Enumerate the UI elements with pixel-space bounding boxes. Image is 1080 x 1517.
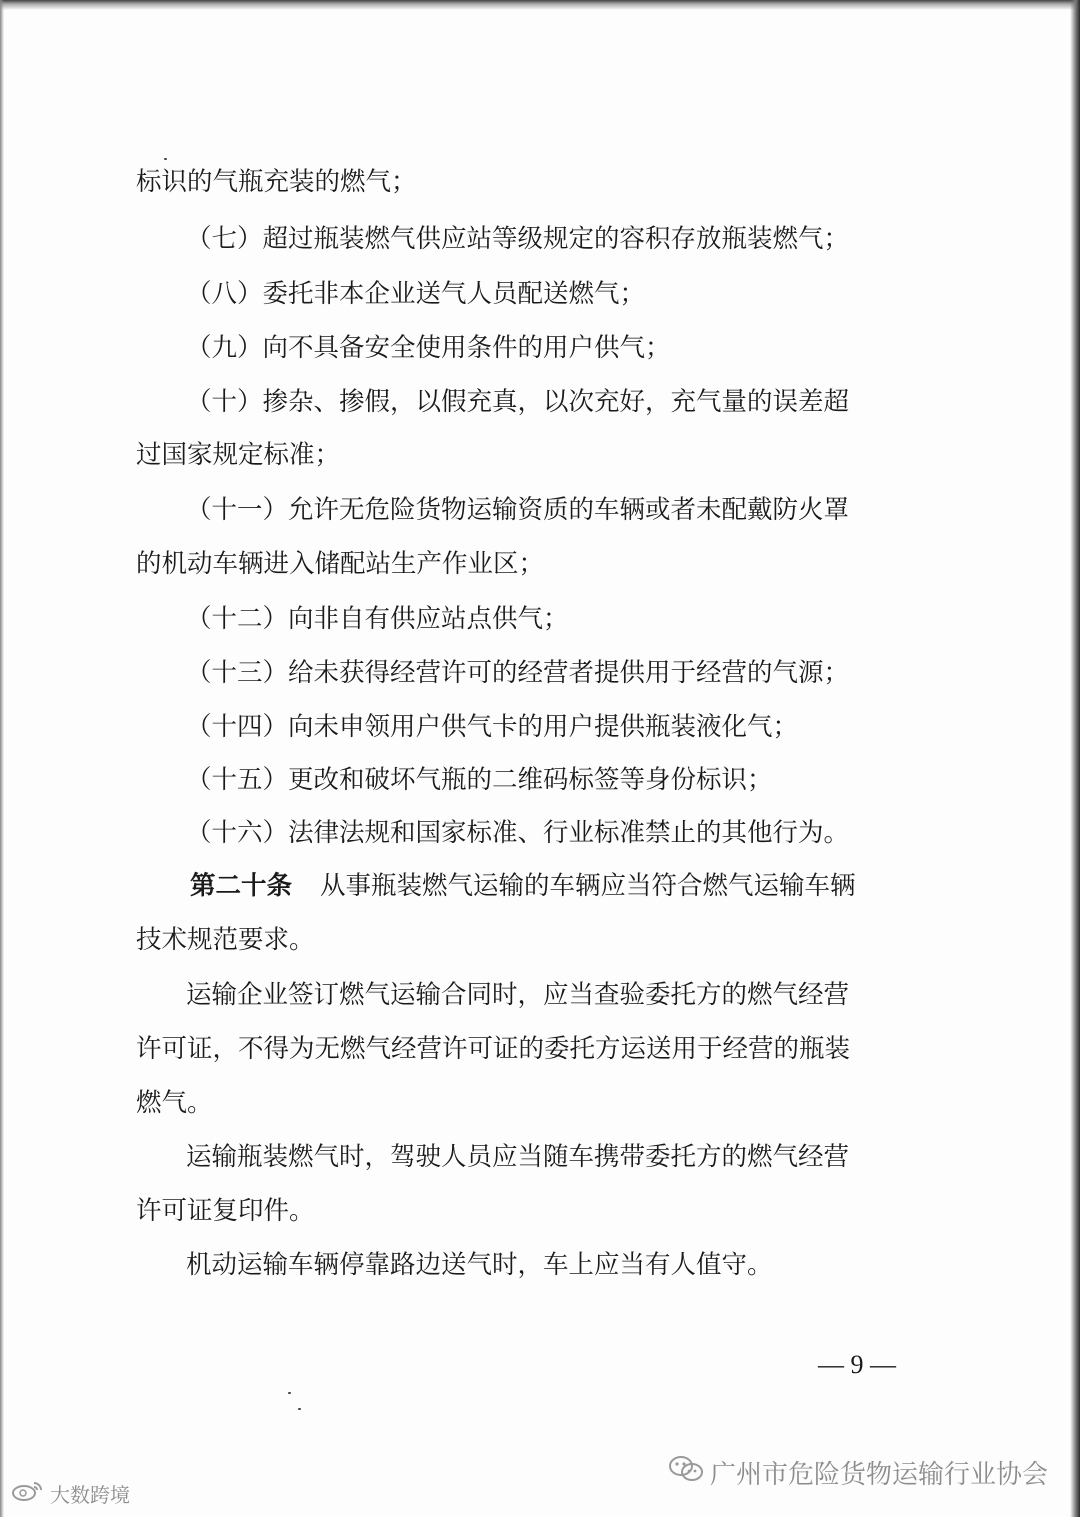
list-item-13: （十三）给未获得经营许可的经营者提供用于经营的气源； [186,658,850,688]
paragraph-line: 运输瓶装燃气时，驾驶人员应当随车携带委托方的燃气经营 [186,1142,850,1172]
list-item-15: （十五）更改和破坏气瓶的二维码标签等身份标识； [186,765,773,795]
scan-speck [298,1408,301,1410]
article-text: 从事瓶装燃气运输的车辆应当符合燃气运输车辆 [320,871,856,901]
article-20-line-2: 技术规范要求。 [136,925,315,955]
paragraph-line: 许可证复印件。 [136,1196,315,1226]
list-item-16: （十六）法律法规和国家标准、行业标准禁止的其他行为。 [186,818,850,848]
watermark-text: 大数跨境 [50,1482,130,1507]
watermark-source [10,1478,130,1508]
list-item-14: （十四）向未申领用户供气卡的用户提供瓶装液化气； [186,712,799,742]
paragraph-line: 机动运输车辆停靠路边送气时，车上应当有人值守。 [186,1250,773,1280]
watermark-association [668,1452,1048,1492]
wechat-icon [668,1454,704,1491]
paragraph-line: 许可证，不得为无燃气经营许可证的委托方运送用于经营的瓶装 [136,1034,851,1064]
list-item-11-cont: 的机动车辆进入储配站生产作业区； [136,549,545,579]
article-20-line-1 [190,868,856,904]
list-item-9: （九）向不具备安全使用条件的用户供气； [186,333,671,363]
scan-edge-left [0,0,4,1517]
scan-edge-right [1070,0,1080,1517]
scan-speck [164,158,167,160]
list-item-11: （十一）允许无危险货物运输资质的车辆或者未配戴防火罩 [186,495,850,525]
list-item-8: （八）委托非本企业送气人员配送燃气； [186,279,646,309]
scan-speck [288,1392,291,1394]
paragraph-line: 运输企业签订燃气运输合同时，应当查验委托方的燃气经营 [186,980,850,1010]
list-item-7: （七）超过瓶装燃气供应站等级规定的容积存放瓶装燃气； [186,224,850,254]
paragraph-line: 燃气。 [136,1088,213,1118]
page-number: — 9 — [818,1350,896,1379]
list-item-10-cont: 过国家规定标准； [136,440,341,470]
text-line: 标识的气瓶充装的燃气； [136,167,417,197]
article-heading: 第二十条 [190,871,293,901]
list-item-12: （十二）向非自有供应站点供气； [186,604,569,634]
list-item-10: （十）掺杂、掺假，以假充真，以次充好，充气量的误差超 [186,387,850,417]
weibo-icon [10,1479,44,1508]
watermark-text: 广州市危险货物运输行业协会 [710,1459,1049,1490]
scan-edge-top [0,0,1080,10]
